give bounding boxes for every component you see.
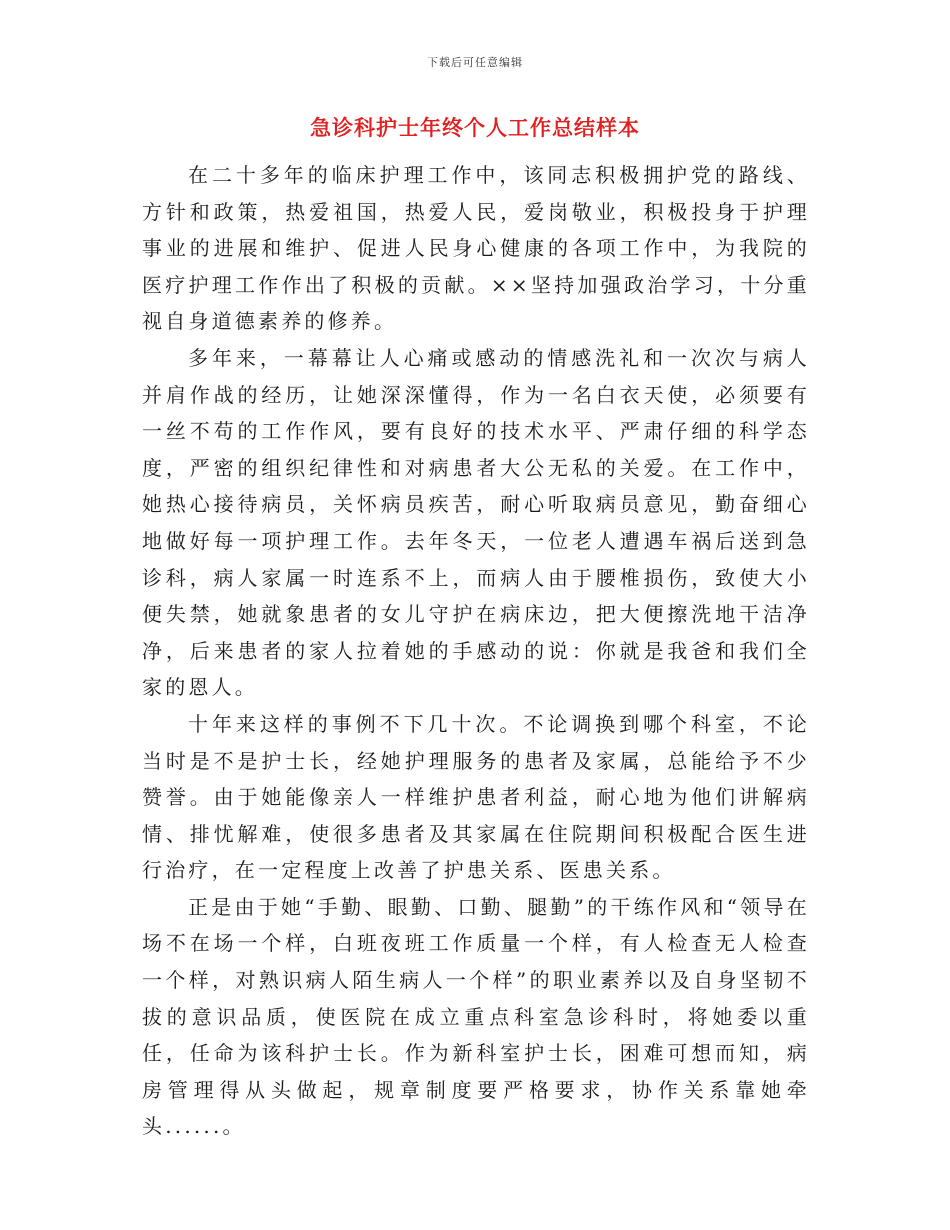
paragraph-3: 十年来这样的事例不下几十次。不论调换到哪个科室，不论当时是不是护士长，经她护理服务的患者及家属，总能给予不少赞誉。由于她能像亲人一样维护患者利益，耐心地为他们讲解病情、排忧解难，使很多患者及其家属在住院期间积极配合医生进行治疗，在一定程度上改善了护患关系、医患关系。 [142, 711, 810, 883]
paragraph-4: 正是由于她“手勤、眼勤、口勤、腿勤”的干练作风和“领导在场不在场一个样，白班夜班工作质量一个样，有人检查无人检查一个样，对熟识病人陌生病人一个样”的职业素养以及自身坚韧不拔的意识品质，使医院在成立重点科室急诊科时，将她委以重任，任命为该科护士长。作为新科室护士长，困难可想而知，病房管理得从头做起，规章制度要严格要求，协作关系靠她牵头......。 [142, 894, 810, 1139]
header-note: 下载后可任意编辑 [427, 56, 523, 69]
document-title: 急诊科护士年终个人工作总结样本 [310, 116, 640, 140]
paragraph-2: 多年来，一幕幕让人心痛或感动的情感洗礼和一次次与病人并肩作战的经历，让她深深懂得，作为一名白衣天使，必须要有一丝不苟的工作作风，要有良好的技术水平、严肃仔细的科学态度，严密的组织纪律性和对病患者大公无私的关爱。在工作中，她热心接待病员，关怀病员疾苦，耐心听取病员意见，勤奋细心地做好每一项护理工作。去年冬天，一位老人遭遇车祸后送到急诊科，病人家属一时连系不上，而病人由于腰椎损伤，致使大小便失禁，她就象患者的女儿守护在病床边，把大便擦洗地干洁净净，后来患者的家人拉着她的手感动的说：你就是我爸和我们全家的恩人。 [142, 345, 810, 700]
document-body [142, 157, 810, 1145]
paragraph-1: 在二十多年的临床护理工作中，该同志积极拥护党的路线、方针和政策，热爱祖国，热爱人民，爱岗敬业，积极投身于护理事业的进展和维护、促进人民身心健康的各项工作中，为我院的医疗护理工作作出了积极的贡献。××坚持加强政治学习，十分重视自身道德素养的修养。 [142, 163, 810, 334]
